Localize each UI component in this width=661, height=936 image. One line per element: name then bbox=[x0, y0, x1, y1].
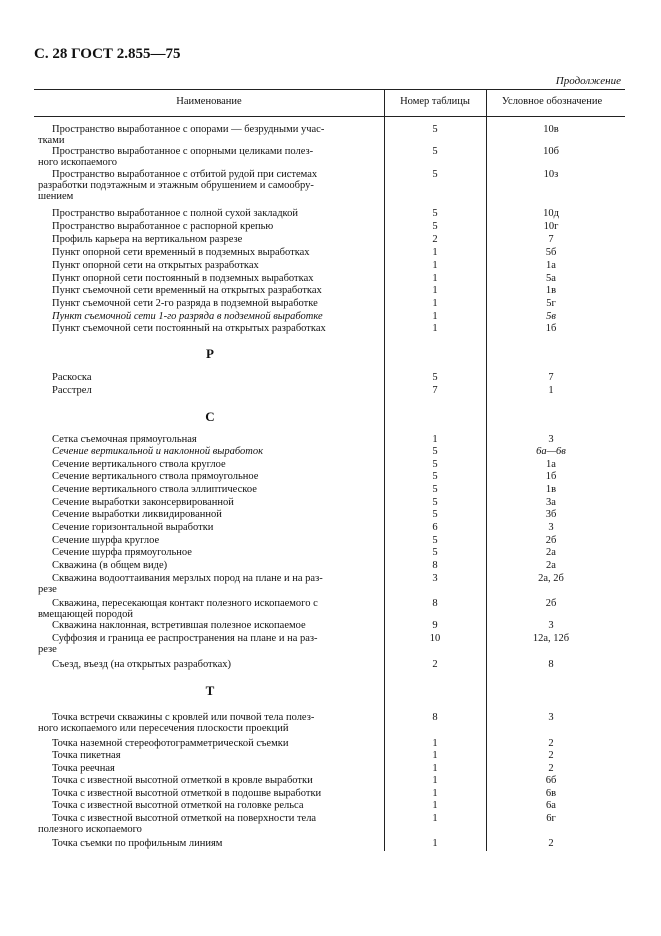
row-symbol: 2б bbox=[545, 598, 557, 609]
row-name bbox=[38, 446, 378, 457]
row-table-number: 1 bbox=[432, 434, 438, 445]
row-table-number: 1 bbox=[432, 311, 438, 322]
row-name-line: ного ископаемого bbox=[38, 157, 118, 168]
row-name-line: Точка съемки по профильным линиям bbox=[52, 838, 223, 849]
row-symbol: 3 bbox=[548, 434, 554, 445]
row-name bbox=[38, 547, 378, 558]
table-header-rule bbox=[34, 116, 625, 117]
column-divider-1 bbox=[384, 89, 385, 851]
row-name-line: Сечение вертикальной и наклонной выработок bbox=[52, 446, 264, 457]
column-divider-2 bbox=[486, 89, 487, 851]
page-header: С. 28 ГОСТ 2.855—75 bbox=[34, 46, 181, 62]
row-symbol: 5в bbox=[546, 311, 556, 322]
row-symbol: 2а, 2б bbox=[538, 573, 564, 584]
row-symbol: 8 bbox=[548, 659, 554, 670]
row-name bbox=[38, 788, 378, 799]
row-symbol: 6а—6в bbox=[536, 446, 566, 457]
row-symbol: 6в bbox=[545, 788, 557, 799]
row-name-line: Пункт опорной сети на открытых разработках bbox=[52, 260, 259, 271]
row-symbol: 3б bbox=[545, 509, 557, 520]
row-table-number: 7 bbox=[432, 385, 438, 396]
row-table-number: 5 bbox=[432, 497, 438, 508]
row-symbol: 1в bbox=[545, 285, 557, 296]
row-name bbox=[38, 434, 378, 445]
row-symbol: 5б bbox=[545, 247, 557, 258]
row-table-number: 1 bbox=[432, 763, 438, 774]
row-symbol: 2 bbox=[548, 838, 554, 849]
row-table-number: 5 bbox=[432, 547, 438, 558]
row-name-line: шением bbox=[38, 191, 74, 202]
row-name bbox=[38, 234, 378, 245]
row-table-number: 9 bbox=[432, 620, 438, 631]
row-name-line: Точка с известной высотной отметкой на головке рельса bbox=[52, 800, 304, 811]
row-symbol: 10з bbox=[543, 169, 559, 180]
row-table-number: 1 bbox=[432, 247, 438, 258]
row-table-number: 10 bbox=[429, 633, 441, 644]
row-name bbox=[38, 285, 378, 296]
row-name-line: Пространство выработанное с отбитой рудой при системах bbox=[52, 169, 318, 180]
row-name-line: Точка реечная bbox=[52, 763, 115, 774]
row-symbol: 10в bbox=[543, 124, 559, 135]
row-name-line: резе bbox=[38, 584, 57, 595]
section-letter: Р bbox=[206, 346, 214, 361]
row-name bbox=[38, 633, 378, 655]
row-symbol: 3 bbox=[548, 522, 554, 533]
row-table-number: 5 bbox=[432, 372, 438, 383]
row-table-number: 5 bbox=[432, 446, 438, 457]
row-symbol: 2а bbox=[546, 547, 556, 558]
column-header-name: Наименование bbox=[176, 96, 242, 107]
row-table-number: 5 bbox=[432, 169, 438, 180]
row-symbol: 12а, 12б bbox=[532, 633, 570, 644]
row-name bbox=[38, 573, 378, 595]
row-name bbox=[38, 323, 378, 334]
row-name bbox=[38, 522, 378, 533]
row-table-number: 5 bbox=[432, 471, 438, 482]
column-header-symbol: Условное обозначение bbox=[501, 96, 603, 107]
row-name bbox=[38, 813, 378, 835]
row-name-line: Точка встречи скважины с кровлей или почвой тела полез- bbox=[52, 712, 315, 723]
row-table-number: 3 bbox=[432, 573, 438, 584]
row-symbol: 10г bbox=[543, 221, 559, 232]
row-symbol: 6г bbox=[546, 813, 556, 824]
row-table-number: 8 bbox=[432, 712, 438, 723]
row-symbol: 5а bbox=[546, 273, 556, 284]
row-table-number: 1 bbox=[432, 738, 438, 749]
row-name-line: Пункт опорной сети временный в подземных выработках bbox=[52, 247, 310, 258]
row-name-line: Сечение вертикального ствола прямоугольное bbox=[52, 471, 259, 482]
row-name-line: Пространство выработанное с распорной крепью bbox=[52, 221, 274, 232]
row-name-line: Сечение горизонтальной выработки bbox=[52, 522, 214, 533]
row-table-number: 5 bbox=[432, 208, 438, 219]
row-name bbox=[38, 509, 378, 520]
row-table-number: 1 bbox=[432, 800, 438, 811]
row-name-line: вмещающей породой bbox=[38, 609, 133, 620]
row-symbol: 2а bbox=[546, 560, 556, 571]
row-name bbox=[38, 497, 378, 508]
row-name-line: Точка с известной высотной отметкой на поверхности тела bbox=[52, 813, 317, 824]
row-name bbox=[38, 221, 378, 232]
row-name-line: тками bbox=[38, 135, 65, 146]
row-name-line: Пункт съемочной сети временный на открытых разработках bbox=[52, 285, 322, 296]
row-table-number: 1 bbox=[432, 788, 438, 799]
row-name bbox=[38, 838, 378, 849]
row-table-number: 1 bbox=[432, 285, 438, 296]
row-name-line: Сечение вертикального ствола круглое bbox=[52, 459, 226, 470]
row-symbol: 7 bbox=[548, 234, 554, 245]
row-name bbox=[38, 775, 378, 786]
row-table-number: 2 bbox=[432, 659, 438, 670]
row-name bbox=[38, 260, 378, 271]
row-symbol: 1а bbox=[546, 260, 556, 271]
row-name-line: Пространство выработанное с опорами — безрудными учас- bbox=[52, 124, 325, 135]
row-name-line: Точка с известной высотной отметкой в подошве выработки bbox=[52, 788, 322, 799]
row-name bbox=[38, 247, 378, 258]
row-symbol: 5г bbox=[546, 298, 556, 309]
row-name-line: резе bbox=[38, 644, 57, 655]
row-name bbox=[38, 560, 378, 571]
row-table-number: 1 bbox=[432, 750, 438, 761]
row-name bbox=[38, 459, 378, 470]
row-table-number: 1 bbox=[432, 775, 438, 786]
row-symbol: 2 bbox=[548, 738, 554, 749]
row-name-line: Пункт опорной сети постоянный в подземных выработках bbox=[52, 273, 314, 284]
row-name-line: Скважина наклонная, встретившая полезное ископаемое bbox=[52, 620, 306, 631]
row-name bbox=[38, 124, 378, 146]
row-name-line: Пространство выработанное с полной сухой закладкой bbox=[52, 208, 298, 219]
row-name-line: Сечение шурфа круглое bbox=[52, 535, 160, 546]
row-name-line: полезного ископаемого bbox=[38, 824, 142, 835]
row-name bbox=[38, 471, 378, 482]
row-table-number: 1 bbox=[432, 323, 438, 334]
row-name-line: Пункт съемочной сети 2-го разряда в подземной выработке bbox=[52, 298, 318, 309]
row-table-number: 1 bbox=[432, 813, 438, 824]
table-top-rule bbox=[34, 89, 625, 90]
row-name-line: Сетка съемочная прямоугольная bbox=[52, 434, 197, 445]
row-table-number: 8 bbox=[432, 598, 438, 609]
row-name bbox=[38, 146, 378, 168]
row-name-line: Сечение вертикального ствола эллиптическое bbox=[52, 484, 257, 495]
row-name-line: Точка с известной высотной отметкой в кровле выработки bbox=[52, 775, 313, 786]
row-name bbox=[38, 598, 378, 620]
continuation-label: Продолжение bbox=[555, 75, 621, 87]
row-symbol: 7 bbox=[548, 372, 554, 383]
row-name bbox=[38, 273, 378, 284]
row-name bbox=[38, 738, 378, 749]
row-name bbox=[38, 169, 378, 202]
row-table-number: 1 bbox=[432, 838, 438, 849]
row-name-line: Точка пикетная bbox=[52, 750, 121, 761]
row-name-line: Пункт съемочной сети 1-го разряда в подземной выработке bbox=[52, 311, 323, 322]
row-name-line: Пространство выработанное с опорными целиками полез- bbox=[52, 146, 314, 157]
row-name bbox=[38, 750, 378, 761]
row-name bbox=[38, 385, 378, 396]
row-symbol: 1в bbox=[545, 484, 557, 495]
row-symbol: 1а bbox=[546, 459, 556, 470]
row-name-line: Расстрел bbox=[52, 385, 92, 396]
row-symbol: 2 bbox=[548, 763, 554, 774]
row-symbol: 3 bbox=[548, 620, 554, 631]
row-name-line: Скважина (в общем виде) bbox=[52, 560, 168, 571]
row-name-line: разработки подэтажным и этажным обрушением и самообру- bbox=[38, 180, 314, 191]
row-table-number: 5 bbox=[432, 124, 438, 135]
row-name-line: Сечение шурфа прямоугольное bbox=[52, 547, 192, 558]
row-table-number: 1 bbox=[432, 273, 438, 284]
row-table-number: 5 bbox=[432, 509, 438, 520]
row-table-number: 5 bbox=[432, 535, 438, 546]
row-name bbox=[38, 311, 378, 322]
row-symbol: 6б bbox=[545, 775, 557, 786]
row-table-number: 8 bbox=[432, 560, 438, 571]
row-symbol: 1 bbox=[548, 385, 554, 396]
row-name-line: Точка наземной стереофотограмметрической съемки bbox=[52, 738, 289, 749]
row-name bbox=[38, 484, 378, 495]
row-name-line: Суффозия и граница ее распространения на плане и на раз- bbox=[52, 633, 318, 644]
row-name-line: Сечение выработки законсервированной bbox=[52, 497, 234, 508]
section-letter: Т bbox=[205, 683, 215, 698]
row-symbol: 10б bbox=[543, 146, 559, 157]
row-name-line: Скважина водооттаивания мерзлых пород на плане и на раз- bbox=[52, 573, 323, 584]
row-name bbox=[38, 712, 378, 734]
row-name-line: Раскоска bbox=[52, 372, 92, 383]
row-name bbox=[38, 620, 378, 631]
row-name-line: Съезд, въезд (на открытых разработках) bbox=[52, 659, 231, 670]
row-symbol: 3а bbox=[546, 497, 556, 508]
section-letter: С bbox=[205, 409, 215, 424]
row-symbol: 1б bbox=[545, 471, 557, 482]
row-table-number: 5 bbox=[432, 484, 438, 495]
row-name bbox=[38, 763, 378, 774]
row-symbol: 3 bbox=[548, 712, 554, 723]
row-name bbox=[38, 298, 378, 309]
row-symbol: 2б bbox=[545, 535, 557, 546]
row-name bbox=[38, 372, 378, 383]
row-name bbox=[38, 800, 378, 811]
row-name-line: ного ископаемого или пересечения плоскости проекций bbox=[38, 723, 289, 734]
row-table-number: 5 bbox=[432, 146, 438, 157]
row-name-line: Профиль карьера на вертикальном разрезе bbox=[52, 234, 243, 245]
row-table-number: 6 bbox=[432, 522, 438, 533]
row-symbol: 2 bbox=[548, 750, 554, 761]
row-name-line: Пункт съемочной сети постоянный на открытых разработках bbox=[52, 323, 326, 334]
row-table-number: 1 bbox=[432, 298, 438, 309]
row-table-number: 5 bbox=[432, 221, 438, 232]
row-name-line: Скважина, пересекающая контакт полезного ископаемого с bbox=[52, 598, 318, 609]
row-name bbox=[38, 208, 378, 219]
row-symbol: 1б bbox=[545, 323, 557, 334]
row-symbol: 6а bbox=[546, 800, 556, 811]
row-name bbox=[38, 659, 378, 670]
row-table-number: 5 bbox=[432, 459, 438, 470]
column-header-table-number: Номер таблицы bbox=[400, 96, 470, 107]
row-table-number: 2 bbox=[432, 234, 438, 245]
row-table-number: 1 bbox=[432, 260, 438, 271]
row-name bbox=[38, 535, 378, 546]
row-symbol: 10д bbox=[543, 208, 559, 219]
row-name-line: Сечение выработки ликвидированной bbox=[52, 509, 222, 520]
